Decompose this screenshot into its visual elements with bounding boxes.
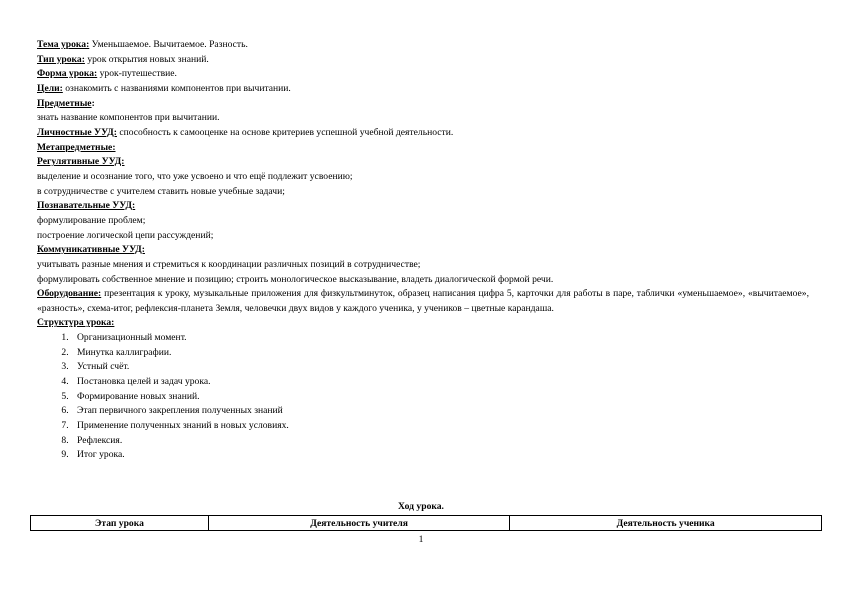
regulative-item: в сотрудничестве с учителем ставить новые учебные задачи;: [37, 185, 285, 197]
subject-colon: :: [91, 97, 95, 109]
meta-heading: Метапредметные:: [37, 141, 116, 153]
personal-line: [37, 126, 809, 141]
structure-list: [37, 331, 809, 463]
structure-item: 5. Формирование новых знаний.: [71, 390, 809, 405]
goal-value: ознакомить с названиями компонентов при вычитании.: [62, 82, 291, 94]
equipment-label: Оборудование:: [37, 288, 102, 300]
structure-heading: Структура урока:: [37, 317, 115, 329]
personal-label: Личностные УУД:: [37, 126, 117, 138]
communicative-item: учитывать разные мнения и стремиться к координации различных позиций в сотрудничестве;: [37, 258, 421, 270]
equipment-value: презентация к уроку, музыкальные приложения для физкультминуток, образец написания цифра 5, карточки для работы в паре, таблички «уменьшаемое», «вычитаемое», «разность», схема-итог, рефлексия-планета Земля, человечки двух видов у каждого ученика, у учеников – цветные карандаша.: [37, 288, 809, 314]
column-header-teacher: Деятельность учителя: [208, 516, 510, 531]
structure-item: 4. Постановка целей и задач урока.: [71, 375, 809, 390]
column-header-stage: Этап урока: [31, 516, 209, 531]
structure-item: 7. Применение полученных знаний в новых условиях.: [71, 419, 809, 434]
course-title: Ход урока.: [398, 501, 444, 512]
structure-item: 3. Устный счёт.: [71, 360, 809, 375]
communicative-item: формулировать собственное мнение и позицию; строить монологическое высказывание, владеть диалогической формой речи.: [37, 273, 554, 285]
cognitive-heading: Познавательные УУД:: [37, 200, 136, 212]
topic-value: Уменьшаемое. Вычитаемое. Разность.: [89, 39, 248, 50]
subject-item: знать название компонентов при вычитании.: [37, 112, 220, 124]
structure-item: 9. Итог урока.: [71, 448, 809, 463]
structure-item: 6. Этап первичного закрепления полученных знаний: [71, 404, 809, 419]
lesson-table: [30, 515, 822, 531]
structure-item: 2. Минутка каллиграфии.: [71, 346, 809, 361]
type-line: [37, 53, 809, 68]
lesson-plan: [37, 38, 809, 463]
regulative-item: выделение и осознание того, что уже усвоено и что ещё подлежит усвоению;: [37, 170, 353, 182]
topic-label: Тема урока:: [37, 39, 90, 50]
type-value: урок открытия новых знаний.: [84, 53, 209, 65]
cognitive-item: формулирование проблем;: [37, 214, 146, 226]
goal-label: Цели:: [37, 82, 63, 94]
structure-item: 1. Организационный момент.: [71, 331, 809, 346]
topic-line: [37, 38, 809, 53]
communicative-heading: Коммуникативные УУД:: [37, 244, 145, 256]
regulative-heading: Регулятивные УУД:: [37, 156, 125, 168]
form-value: урок-путешествие.: [97, 68, 177, 80]
column-header-student: Деятельность ученика: [510, 516, 822, 531]
subject-heading: [37, 97, 809, 112]
cognitive-item: построение логической цепи рассуждений;: [37, 229, 214, 241]
personal-value: способность к самооценке на основе критериев успешной учебной деятельности.: [116, 126, 454, 138]
page-number: 1: [418, 534, 424, 545]
form-line: [37, 67, 809, 82]
table-header-row: [31, 516, 822, 531]
subject-label: Предметные: [37, 97, 92, 109]
form-label: Форма урока:: [37, 68, 98, 80]
goal-line: [37, 82, 809, 97]
equipment-paragraph: [37, 287, 809, 316]
structure-item: 8. Рефлексия.: [71, 434, 809, 449]
type-label: Тип урока:: [37, 53, 85, 65]
